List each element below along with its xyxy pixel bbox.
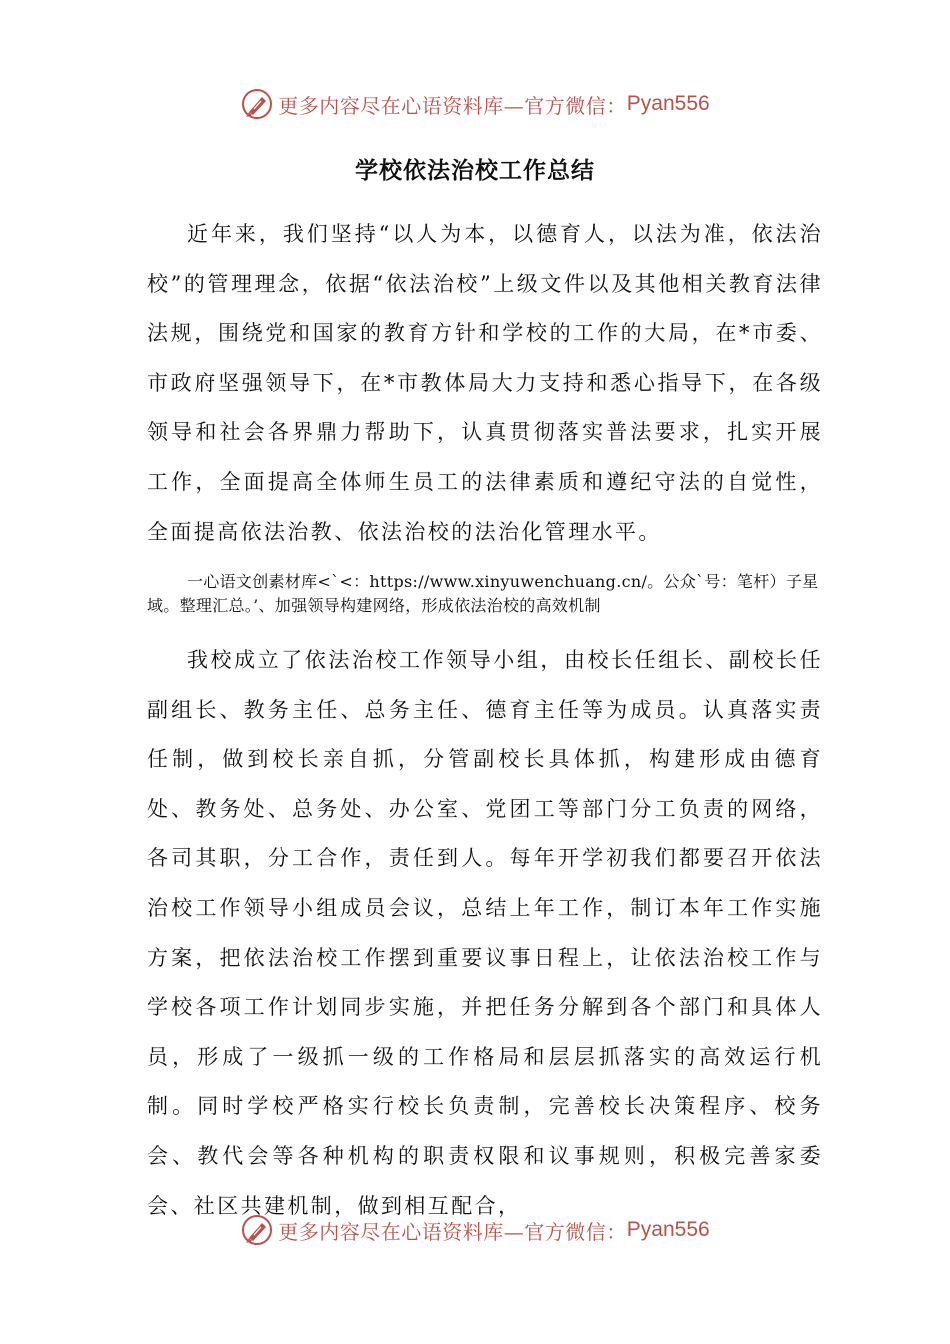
pen-nib-logo-icon [240, 1213, 274, 1247]
watermark-text: 更多内容尽在心语资料库—官方微信： [278, 93, 627, 118]
document-title: 学校依法治校工作总结 [355, 157, 595, 184]
watermark-banner-top [0, 84, 950, 124]
pen-nib-logo-icon [240, 87, 274, 121]
watermark-text: 更多内容尽在心语资料库—官方微信： [278, 1219, 627, 1244]
body-paragraph-1: 近年来，我们坚持“以人为本，以德育人，以法为准，依法治校”的管理理念，依据“依法治校”上级文件以及其他相关教育法律法规，围绕党和国家的教育方针和学校的工作的大局，在*市委、市政府坚强领导下，在*市教体局大力支持和悉心指导下，在各级领导和社会各界鼎力帮助下，认真贯彻落实普法要求，扎实开展工作，全面提高全体师生员工的法律素质和遵纪守法的自觉性，全面提高依法治教、依法治校的法治化管理水平。 [147, 222, 823, 544]
watermark-wechat-id: Pyan556 [626, 92, 710, 115]
source-note: 一心语文创素材库<`<：https://www.xinyuwenchuang.cn/。公众`号：笔杆）子星域。整理汇总。’、加强领导构建网络，形成依法治校的高效机制 [147, 572, 819, 615]
body-paragraph-2: 我校成立了依法治校工作领导小组，由校长任组长、副校长任副组长、教务主任、总务主任、德育主任等为成员。认真落实责任制，做到校长亲自抓，分管副校长具体抓，构建形成由德育处、教务处、总务处、办公室、党团工等部门分工负责的网络，各司其职，分工合作，责任到人。每年开学初我们都要召开依法治校工作领导小组成员会议，总结上年工作，制订本年工作实施方案，把依法治校工作摆到重要议事日程上，让依法治校工作与学校各项工作计划同步实施，并把任务分解到各个部门和具体人员，形成了一级抓一级的工作格局和层层抓落实的高效运行机制。同时学校严格实行校长负责制，完善校长决策程序、校务会、教代会等各种机构的职责权限和议事规则，积极完善家委会、社区共建机制，做到相互配合， [147, 648, 823, 1218]
watermark-wechat-id: Pyan556 [626, 1218, 710, 1241]
watermark-banner-bottom [0, 1210, 950, 1250]
